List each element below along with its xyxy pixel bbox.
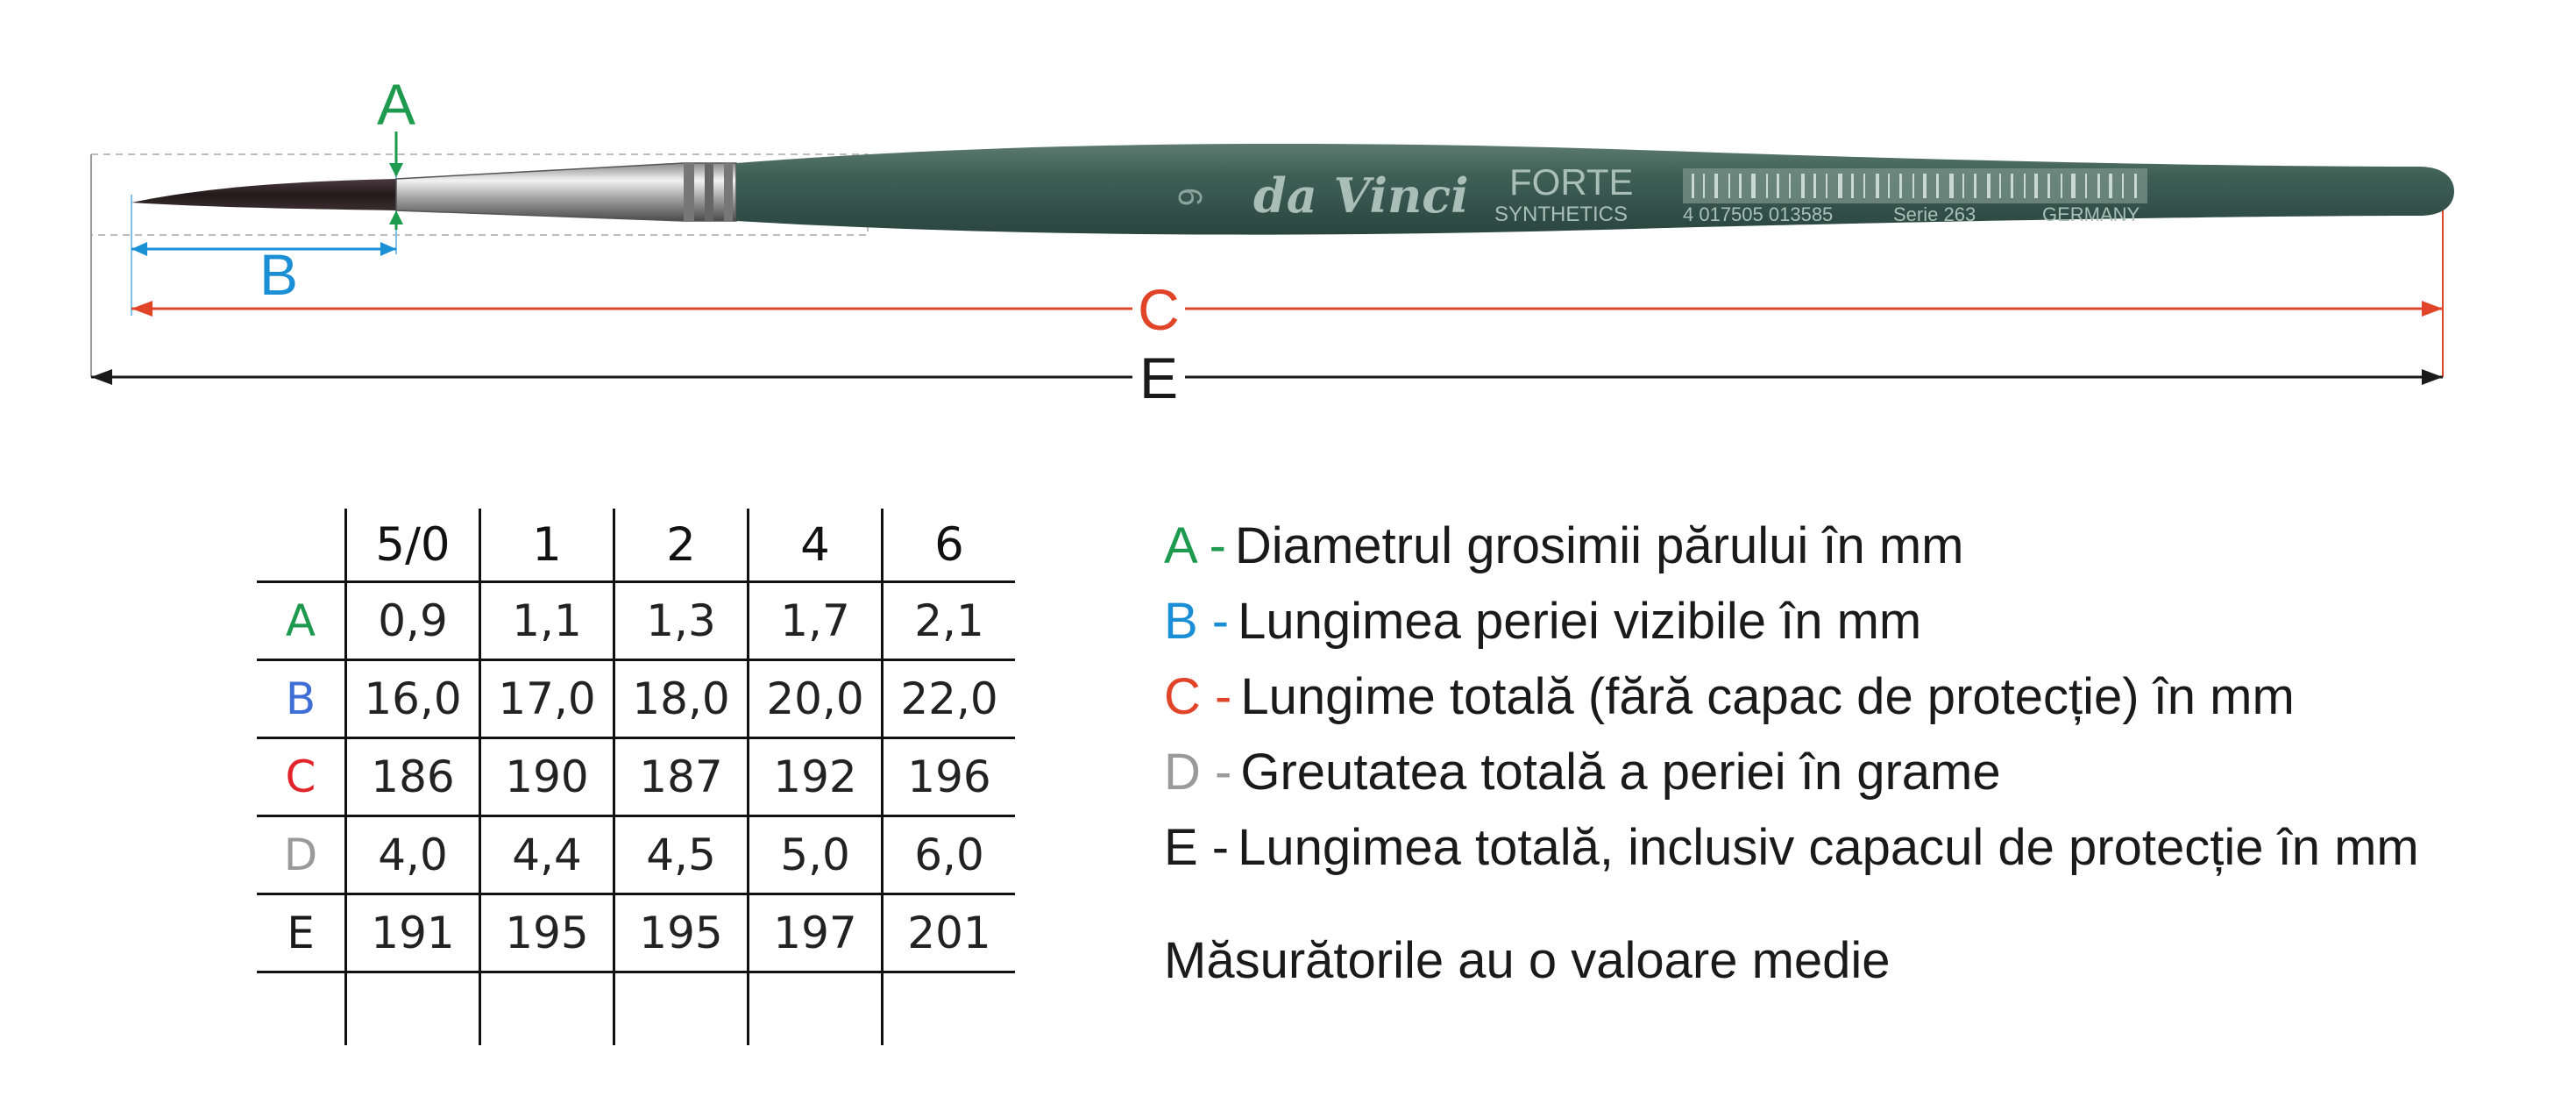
country-label: GERMANY	[2042, 203, 2140, 225]
size-mark: 6	[1171, 188, 1208, 207]
barcode-bar	[1888, 174, 1890, 198]
dimension-e-label: E	[1139, 345, 1179, 410]
table-cell: 196	[883, 738, 1016, 816]
barcode-bar	[1936, 174, 1939, 198]
table-cell: 18,0	[614, 660, 749, 738]
row-key-c: C	[257, 738, 346, 816]
table-header-row	[257, 509, 1015, 582]
table-cell: 195	[614, 894, 749, 972]
barcode-bar	[1692, 174, 1694, 198]
table-cell: 195	[480, 894, 614, 972]
barcode-bar	[1813, 174, 1816, 198]
legend-key: D -	[1164, 744, 1232, 801]
barcode-bar	[2061, 174, 2062, 198]
barcode-bar	[2109, 174, 2112, 198]
table-cell: 4,5	[614, 816, 749, 894]
table-row	[257, 738, 1015, 816]
barcode-bar	[1801, 174, 1805, 198]
dimension-c-label: C	[1138, 277, 1180, 342]
table-empty-cell	[480, 972, 614, 1046]
dimension-c	[131, 277, 2443, 342]
barcode-bar	[1863, 174, 1865, 198]
size-table	[257, 509, 1015, 1045]
table-cell: 4,0	[346, 816, 480, 894]
table-corner-cell	[257, 509, 346, 582]
barcode-bar	[2122, 174, 2124, 198]
dimension-e	[91, 345, 2443, 410]
legend-text: Lungimea totală, inclusiv capacul de protecție în mm	[1238, 819, 2419, 876]
table-cell: 201	[883, 894, 1016, 972]
barcode-bar	[1751, 174, 1756, 198]
legend-text: Lungime totală (fără capac de protecție) în mm	[1240, 668, 2295, 725]
barcode-bar	[2011, 174, 2013, 198]
ferrule-ring-1	[684, 163, 694, 221]
row-key-e: E	[257, 894, 346, 972]
table-empty-row	[257, 972, 1015, 1046]
legend-key: E -	[1164, 819, 1230, 876]
table-row	[257, 816, 1015, 894]
table-cell: 187	[614, 738, 749, 816]
barcode-bar	[2071, 174, 2076, 198]
legend-text: Lungimea periei vizibile în mm	[1238, 593, 1922, 650]
barcode-bar	[1728, 174, 1730, 198]
row-key-a: A	[257, 582, 346, 660]
table-cell: 1,7	[749, 582, 883, 660]
dimension-b-label: B	[259, 242, 299, 307]
barcode-bar	[1739, 174, 1742, 198]
legend-item-a	[1164, 509, 2419, 584]
size-header: 5/0	[346, 509, 480, 582]
table-empty-cell	[346, 972, 480, 1046]
brush-bristles	[131, 179, 396, 210]
table-cell: 1,3	[614, 582, 749, 660]
measurement-note: Măsurătorile au o valoare medie	[1164, 932, 1891, 989]
brush-dimension-diagram	[0, 0, 2576, 412]
barcode-bar	[1777, 174, 1779, 198]
legend	[1164, 509, 2419, 886]
barcode-number: 4 017505 013585	[1683, 203, 1834, 225]
table-cell: 0,9	[346, 582, 480, 660]
table-cell: 191	[346, 894, 480, 972]
barcode-bar	[1912, 174, 1914, 198]
dimension-b	[131, 242, 396, 307]
table-empty-cell	[883, 972, 1016, 1046]
barcode-bar	[1789, 174, 1791, 198]
table-empty-cell	[749, 972, 883, 1046]
legend-key: A -	[1164, 517, 1226, 574]
barcode-bar	[2097, 174, 2100, 198]
table-empty-cell	[257, 972, 346, 1046]
dimension-a-label: A	[376, 72, 416, 137]
product-name: FORTE	[1509, 161, 1634, 203]
barcode-bar	[1974, 174, 1976, 198]
size-header: 1	[480, 509, 614, 582]
legend-key: B -	[1164, 593, 1230, 650]
table-cell: 20,0	[749, 660, 883, 738]
legend-item-c	[1164, 659, 2419, 735]
series-label: Serie 263	[1893, 203, 1976, 225]
table-cell: 190	[480, 738, 614, 816]
size-header: 6	[883, 509, 1016, 582]
size-header: 2	[614, 509, 749, 582]
brand-logo: da Vinci	[1253, 167, 1469, 224]
barcode-bar	[2085, 174, 2087, 198]
barcode-bar	[1999, 174, 2001, 198]
barcode-bar	[1703, 174, 1705, 198]
barcode-bar	[2024, 174, 2026, 198]
table-row	[257, 660, 1015, 738]
table-cell: 16,0	[346, 660, 480, 738]
table-empty-cell	[614, 972, 749, 1046]
legend-key: C -	[1164, 668, 1232, 725]
barcode-bar	[2134, 174, 2137, 198]
size-header: 4	[749, 509, 883, 582]
table-cell: 192	[749, 738, 883, 816]
row-key-b: B	[257, 660, 346, 738]
table-cell: 5,0	[749, 816, 883, 894]
table-cell: 22,0	[883, 660, 1016, 738]
barcode-bar	[1987, 174, 1991, 198]
product-subname: SYNTHETICS	[1494, 203, 1629, 226]
legend-item-b	[1164, 584, 2419, 659]
barcode-bar	[1714, 174, 1718, 198]
table-cell: 186	[346, 738, 480, 816]
legend-text: Diametrul grosimii părului în mm	[1234, 517, 1964, 574]
table-cell: 197	[749, 894, 883, 972]
barcode-bar	[1838, 174, 1842, 198]
table-cell: 4,4	[480, 816, 614, 894]
ferrule-ring-2	[705, 163, 713, 221]
barcode-bar	[1876, 174, 1879, 198]
barcode-bar	[1923, 174, 1927, 198]
table-cell: 2,1	[883, 582, 1016, 660]
barcode-bar	[2047, 174, 2050, 198]
table-cell: 1,1	[480, 582, 614, 660]
barcode-bar	[1766, 174, 1768, 198]
barcode-bar	[1949, 174, 1954, 198]
legend-item-d	[1164, 735, 2419, 810]
row-key-d: D	[257, 816, 346, 894]
table-cell: 6,0	[883, 816, 1016, 894]
barcode-bar	[1899, 174, 1902, 198]
barcode-bar	[1962, 174, 1964, 198]
legend-text: Greutatea totală a periei în grame	[1240, 744, 2001, 801]
barcode-bar	[2034, 174, 2038, 198]
legend-item-e	[1164, 810, 2419, 886]
table-row	[257, 582, 1015, 660]
barcode-bar	[1851, 174, 1854, 198]
ferrule-ring-3	[724, 163, 733, 221]
table-row	[257, 894, 1015, 972]
table-cell: 17,0	[480, 660, 614, 738]
barcode-bar	[1826, 174, 1827, 198]
